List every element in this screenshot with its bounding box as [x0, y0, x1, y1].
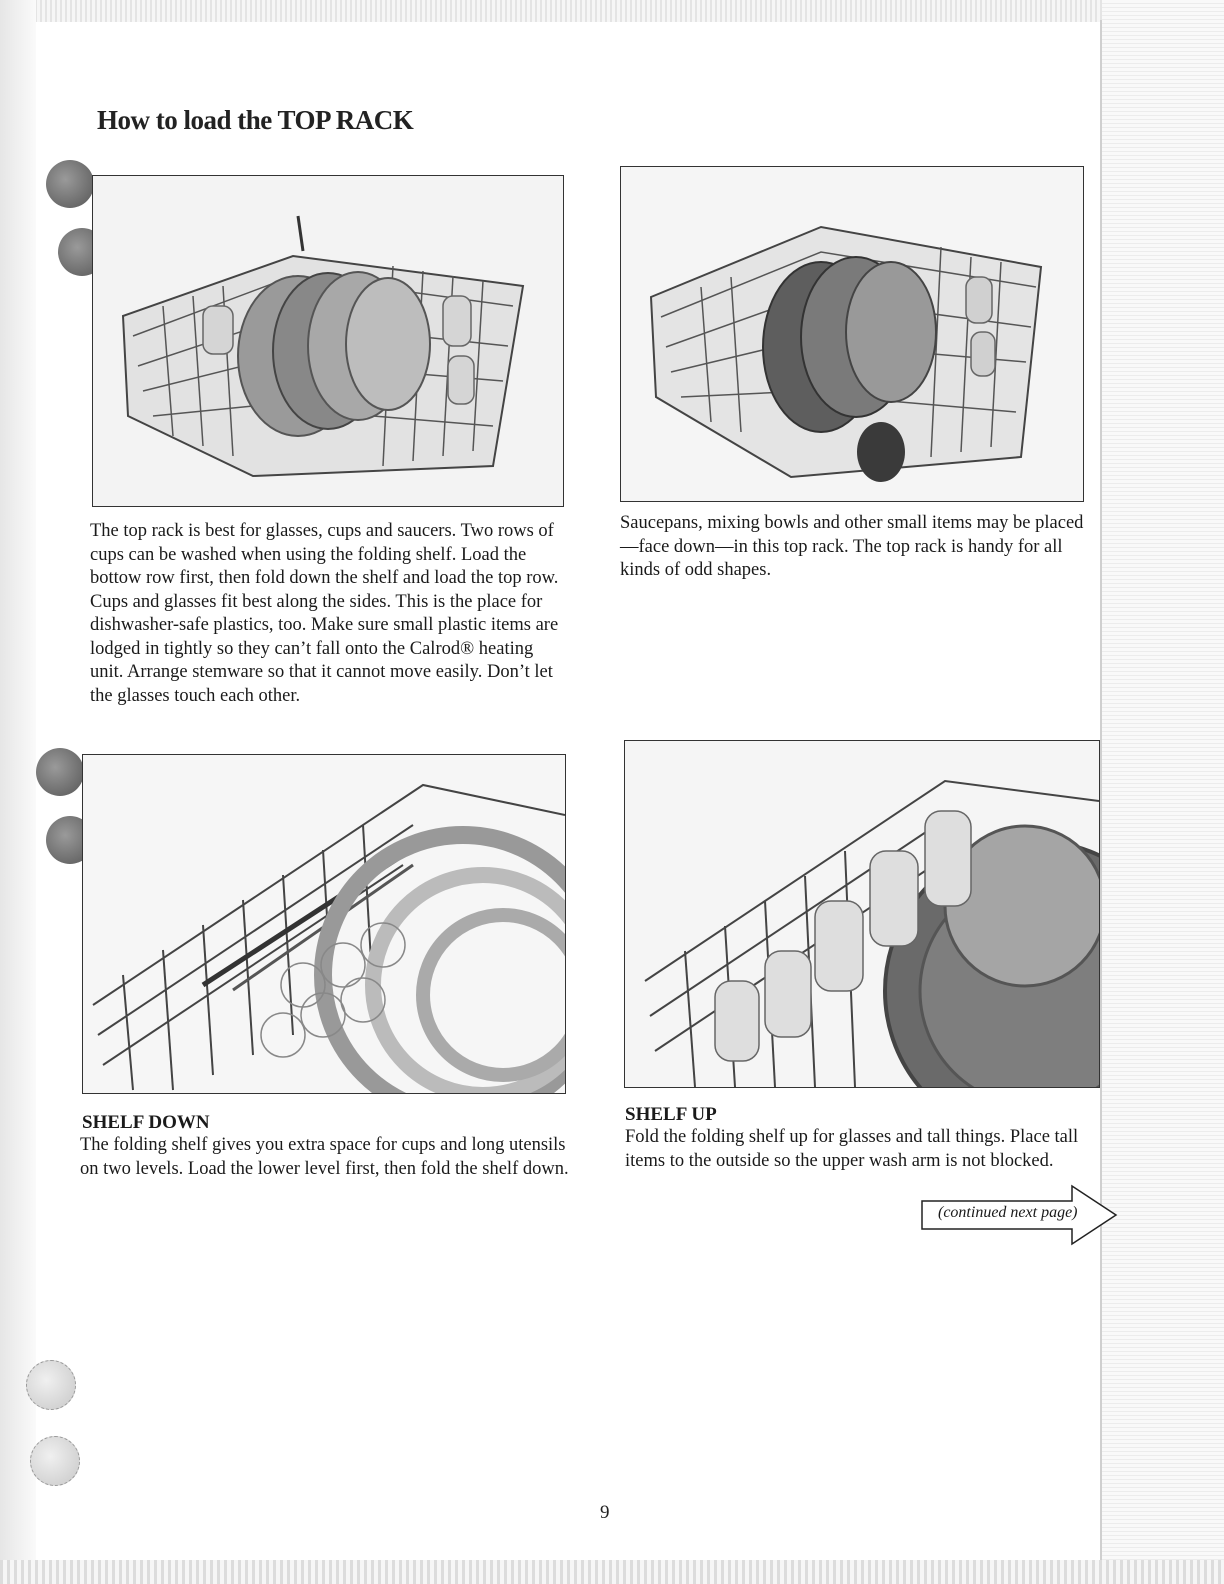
dishwasher-top-rack-plates-icon [92, 175, 564, 507]
shelf-up-caption: Fold the folding shelf up for glasses and tall things. Place tall items to the outside so the upper wash arm is not blocked. [625, 1127, 1079, 1171]
scan-edge-right [1102, 0, 1224, 1584]
page-edge [1100, 20, 1102, 1560]
shelf-down-heading: SHELF DOWN [82, 1112, 210, 1133]
scan-edge-top [0, 0, 1224, 22]
shelf-up-heading: SHELF UP [625, 1104, 717, 1125]
binder-hole-icon [30, 1436, 80, 1486]
continued-next-page[interactable] [920, 1184, 1120, 1246]
binder-hole-icon [46, 160, 94, 208]
shelf-down-caption: The folding shelf gives you extra space for cups and long utensils on two levels. Load the lower level first, then fold the shelf down. [80, 1135, 569, 1179]
page-number: 9 [600, 1502, 610, 1523]
binder-hole-icon [26, 1360, 76, 1410]
scan-edge-bottom [0, 1560, 1224, 1584]
top-rack-caption: The top rack is best for glasses, cups and saucers. Two rows of cups can be washed when using the folding shelf. Load the bottow row first, then fold down the shelf and load the top row. Cups and glasses fit best along the sides. This is the place for dishwasher-safe plastics, too. Make sure small plastic items are lodged in tightly so they can’t fall onto the Calrod® heating unit. Arrange stemware so that it cannot move easily. Don’t let the glasses touch each other. [90, 521, 559, 706]
folding-shelf-down-icon [82, 754, 566, 1094]
continued-next-page-label: (continued next page) [938, 1204, 1078, 1221]
saucepans-caption: Saucepans, mixing bowls and other small items may be placed—face down—in this top rack. The top rack is handy for all kinds of odd shapes. [620, 513, 1084, 580]
scan-edge-left [0, 0, 36, 1584]
page-title: How to load the TOP RACK [97, 105, 414, 135]
binder-hole-icon [36, 748, 84, 796]
folding-shelf-up-icon [624, 740, 1100, 1088]
dishwasher-top-rack-saucepans-icon [620, 166, 1084, 502]
